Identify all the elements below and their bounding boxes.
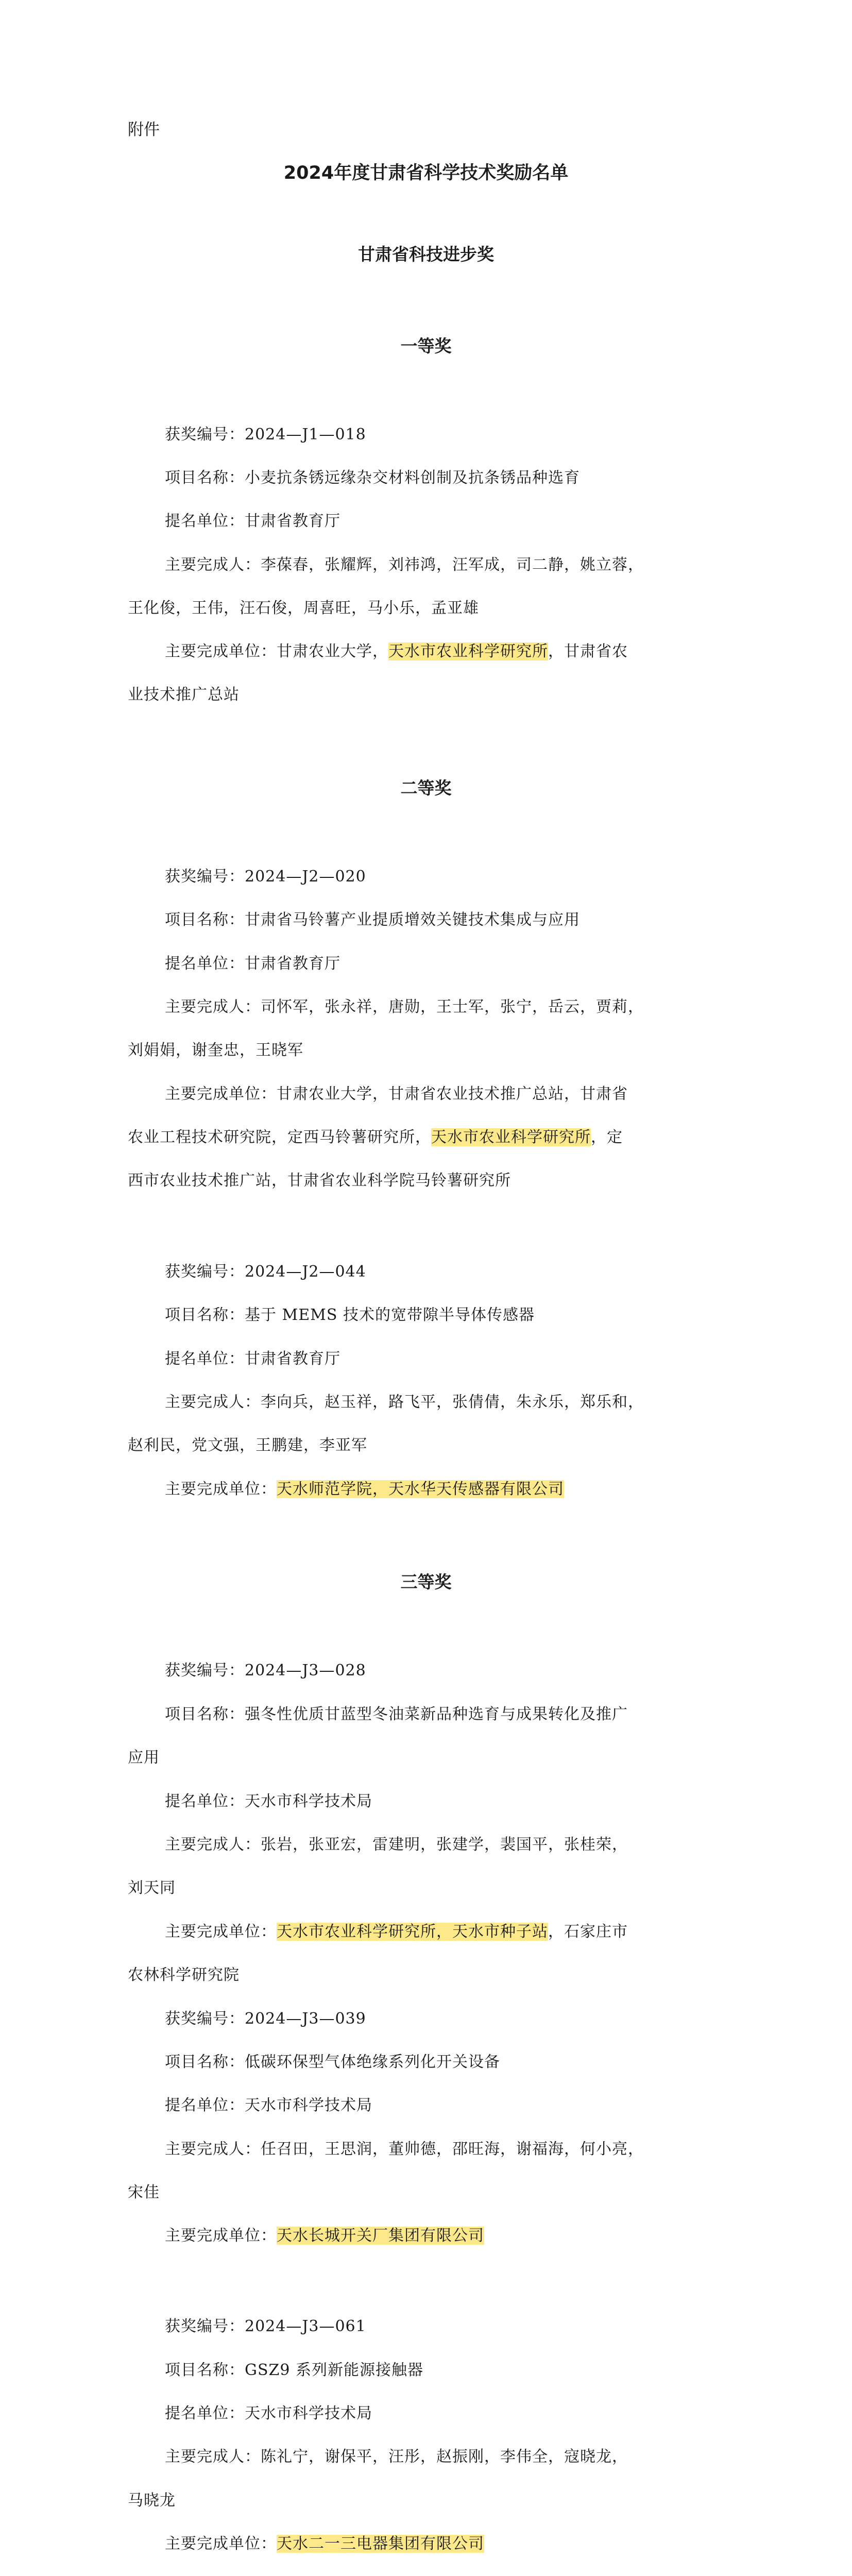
main-units: 主要完成单位：天水二一三电器集团有限公司 xyxy=(165,2535,484,2553)
main-people: 主要完成人：陈礼宁，谢保平，汪彤，赵振刚，李伟全，寇晓龙， xyxy=(165,2448,628,2466)
main-people: 主要完成人：李向兵，赵玉祥，路飞平，张倩倩，朱永乐，郑乐和， xyxy=(165,1393,644,1411)
main-units-cont-2: 西市农业技术推广站，甘肃省农业科学院马铃薯研究所 xyxy=(128,1172,511,1190)
award-number: 获奖编号：2024—J3—061 xyxy=(165,2317,366,2335)
project-name-cont: 应用 xyxy=(128,1749,160,1767)
nominator: 提名单位：甘肃省教育厅 xyxy=(165,955,340,973)
award-number: 获奖编号：2024—J3—028 xyxy=(165,1662,366,1680)
project-name: 项目名称：强冬性优质甘蓝型冬油菜新品种选育与成果转化及推广 xyxy=(165,1705,628,1723)
main-units: 主要完成单位：甘肃农业大学，天水市农业科学研究所，甘肃省农 xyxy=(165,642,628,660)
main-people-cont: 马晓龙 xyxy=(128,2492,176,2510)
main-people: 主要完成人：张岩，张亚宏，雷建明，张建学，裴国平，张桂荣， xyxy=(165,1836,628,1854)
main-people-cont: 刘天同 xyxy=(128,1879,176,1897)
project-name: 项目名称：低碳环保型气体绝缘系列化开关设备 xyxy=(165,2053,500,2071)
project-name: 项目名称：GSZ9 系列新能源接触器 xyxy=(165,2361,423,2379)
main-people-cont: 王化俊，王伟，汪石俊，周喜旺，马小乐，孟亚雄 xyxy=(128,599,479,617)
main-units: 主要完成单位：甘肃农业大学，甘肃省农业技术推广总站，甘肃省 xyxy=(165,1085,628,1103)
main-units-cont: 农业工程技术研究院，定西马铃薯研究所，天水市农业科学研究所，定 xyxy=(128,1128,623,1146)
highlighted-unit: 天水市农业科学研究所，天水市种子站 xyxy=(277,1923,548,1941)
main-units-cont: 业技术推广总站 xyxy=(128,686,240,704)
main-people-cont: 宋佳 xyxy=(128,2183,160,2201)
project-name: 项目名称：小麦抗条锈远缘杂交材料创制及抗条锈品种选育 xyxy=(165,469,580,487)
main-units: 主要完成单位：天水师范学院，天水华天传感器有限公司 xyxy=(165,1480,564,1498)
highlighted-unit: 天水市农业科学研究所 xyxy=(388,642,548,660)
highlighted-unit: 天水师范学院，天水华天传感器有限公司 xyxy=(277,1480,564,1498)
main-people: 主要完成人：李葆春，张耀辉，刘祎鸿，汪军成，司二静，姚立蓉， xyxy=(165,556,644,574)
main-units: 主要完成单位：天水长城开关厂集团有限公司 xyxy=(165,2227,484,2245)
nominator: 提名单位：甘肃省教育厅 xyxy=(165,1350,340,1368)
section-progress-award: 甘肃省科技进步奖 xyxy=(358,244,494,264)
project-name: 项目名称：基于 MEMS 技术的宽带隙半导体传感器 xyxy=(165,1306,535,1324)
award-number: 获奖编号：2024—J2—020 xyxy=(165,868,366,886)
award-number: 获奖编号：2024—J1—018 xyxy=(165,426,366,444)
nominator: 提名单位：甘肃省教育厅 xyxy=(165,512,340,530)
main-units-cont: 农林科学研究院 xyxy=(128,1966,240,1984)
heading-first-prize: 一等奖 xyxy=(400,336,452,356)
highlighted-unit: 天水二一三电器集团有限公司 xyxy=(277,2535,484,2553)
award-number: 获奖编号：2024—J2—044 xyxy=(165,1263,366,1281)
project-name: 项目名称：甘肃省马铃薯产业提质增效关键技术集成与应用 xyxy=(165,911,580,929)
attachment-label: 附件 xyxy=(128,121,160,139)
main-people-cont: 刘娟娟，谢奎忠，王晓军 xyxy=(128,1041,303,1059)
heading-third-prize: 三等奖 xyxy=(400,1572,452,1592)
heading-second-prize: 二等奖 xyxy=(400,778,452,798)
main-people: 主要完成人：司怀军，张永祥，唐勋，王士军，张宁，岳云，贾莉， xyxy=(165,998,644,1016)
award-number: 获奖编号：2024—J3—039 xyxy=(165,2010,366,2028)
highlighted-unit: 天水市农业科学研究所 xyxy=(431,1128,591,1146)
page-title: 2024年度甘肃省科学技术奖励名单 xyxy=(283,163,569,183)
nominator: 提名单位：天水市科学技术局 xyxy=(165,1792,372,1810)
nominator: 提名单位：天水市科学技术局 xyxy=(165,2404,372,2422)
main-people-cont: 赵利民，党文强，王鹏建，李亚军 xyxy=(128,1436,367,1454)
nominator: 提名单位：天水市科学技术局 xyxy=(165,2096,372,2114)
highlighted-unit: 天水长城开关厂集团有限公司 xyxy=(277,2227,484,2245)
main-people: 主要完成人：任召田，王思润，董帅德，邵旺海，谢福海，何小亮， xyxy=(165,2140,644,2158)
main-units: 主要完成单位：天水市农业科学研究所，天水市种子站，石家庄市 xyxy=(165,1923,628,1941)
